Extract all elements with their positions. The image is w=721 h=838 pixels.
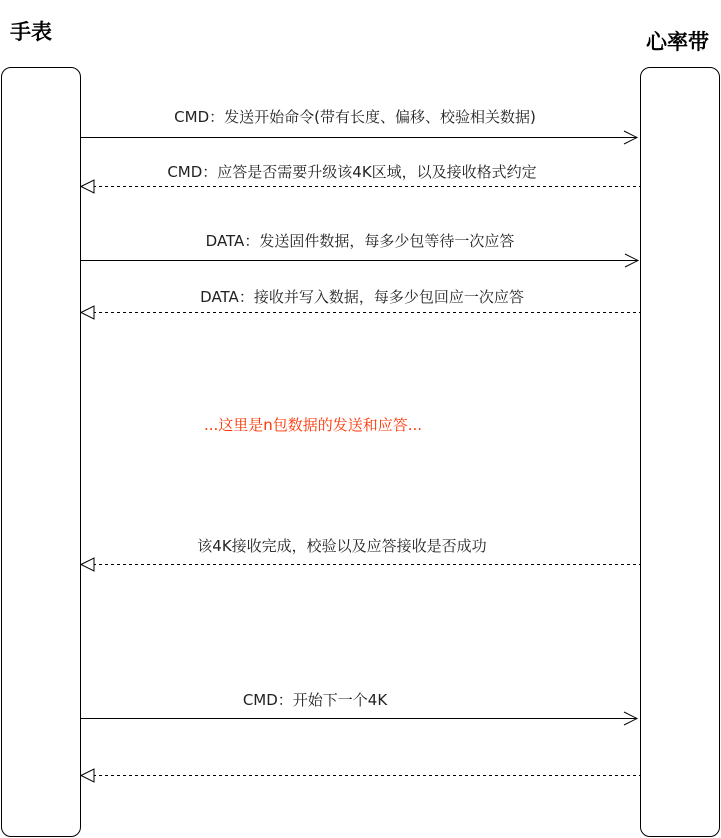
- message-arrow-6: [81, 712, 637, 725]
- message-label-2: CMD：应答是否需要升级该4K区域，以及接收格式约定: [167, 163, 537, 181]
- message-arrow-2: [81, 180, 640, 193]
- actor-heart-strap-title: 心率带: [646, 30, 709, 54]
- message-label-6: CMD：开始下一个4K: [242, 691, 388, 709]
- message-arrow-1: [81, 131, 637, 144]
- message-arrow-4: [81, 306, 640, 319]
- actor-watch-title: 手表: [10, 20, 52, 44]
- message-label-4: DATA：接收并写入数据，每多少包回应一次应答: [200, 288, 524, 306]
- message-arrow-7: [81, 769, 640, 782]
- loop-note: ...这里是n包数据的发送和应答...: [203, 416, 423, 434]
- message-label-5: 该4K接收完成，校验以及应答接收是否成功: [197, 537, 487, 555]
- message-arrow-3: [81, 254, 638, 267]
- message-label-3: DATA：发送固件数据，每多少包等待一次应答: [205, 232, 515, 250]
- message-arrow-5: [81, 558, 640, 571]
- message-label-1: CMD：发送开始命令(带有长度、偏移、校验相关数据): [174, 108, 536, 126]
